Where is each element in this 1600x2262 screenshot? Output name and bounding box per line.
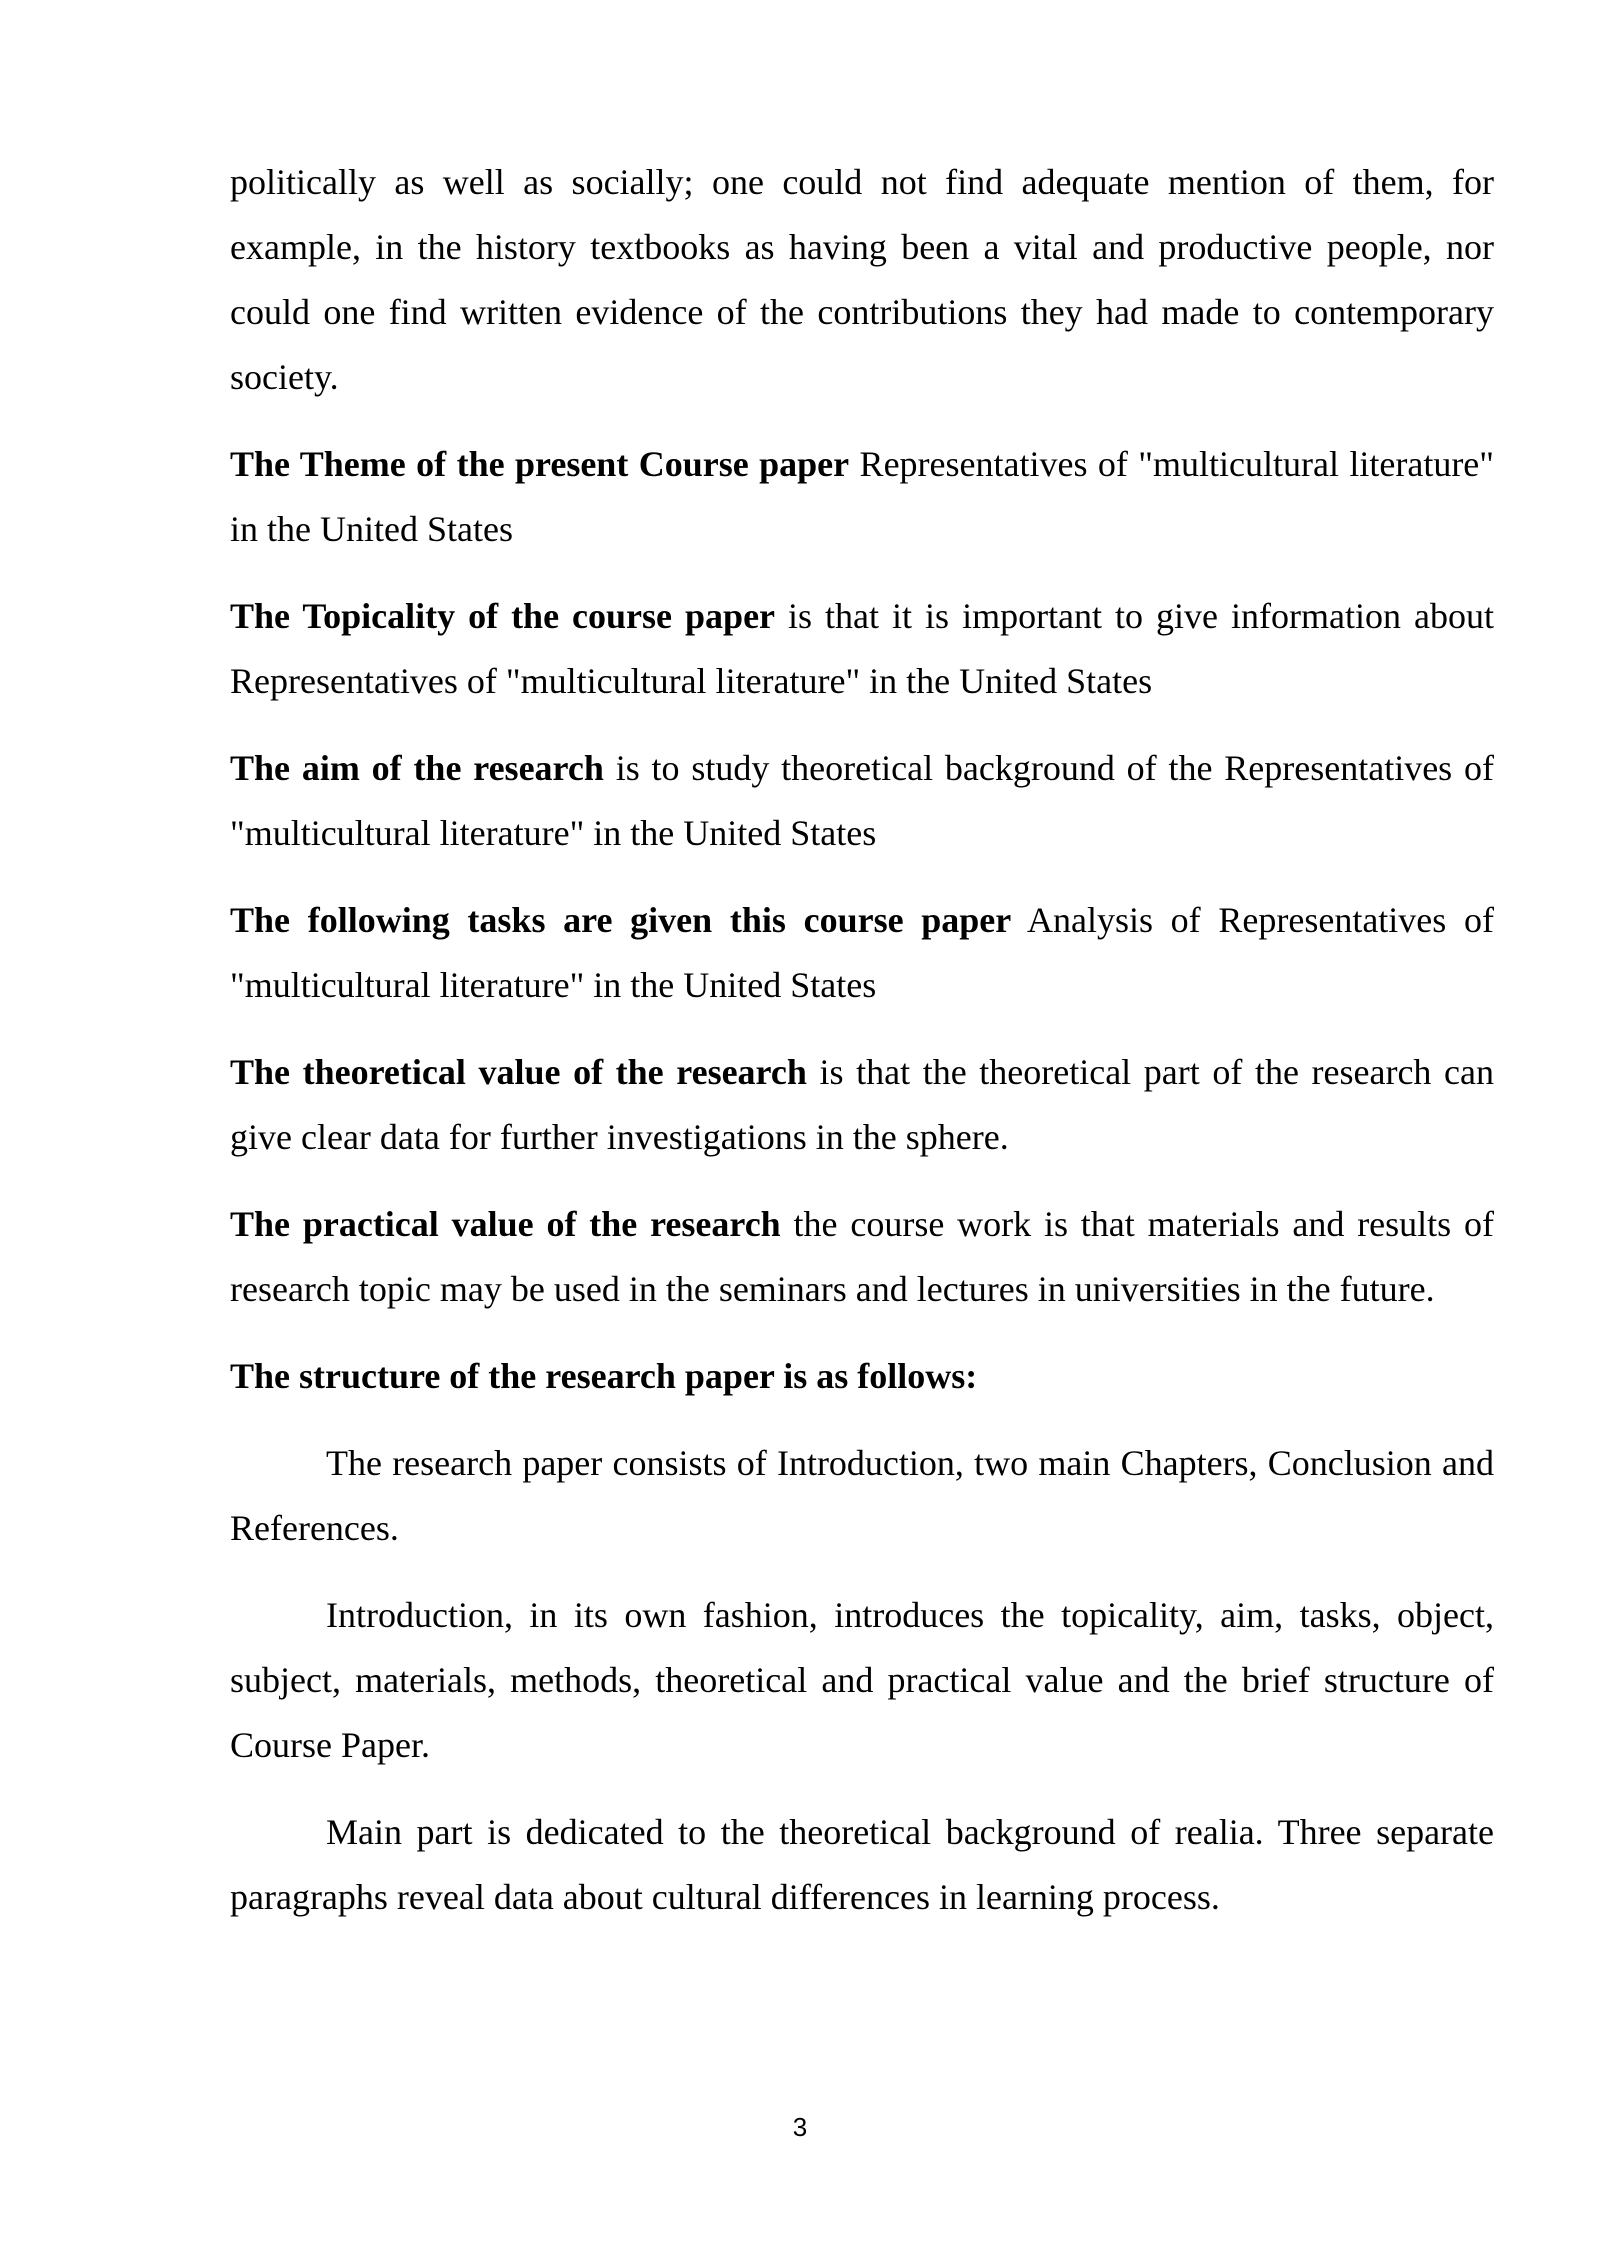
paragraph-text: The research paper consists of Introduction, two main Chapters, Conclusion and References.: [230, 1443, 1494, 1548]
paragraph-theme: [230, 432, 1494, 562]
paragraph-introduction: [230, 1583, 1494, 1778]
page-number: 3: [792, 2112, 808, 2142]
paragraph-heading: The Topicality of the course paper: [230, 596, 776, 636]
paragraph-heading: The following tasks are given this course paper: [230, 900, 1012, 940]
paragraph-heading: The aim of the research: [230, 748, 604, 788]
paragraph-text: Main part is dedicated to the theoretical background of realia. Three separate paragraphs reveal data about cultural differences in learning process.: [230, 1812, 1494, 1917]
paragraph-topicality: [230, 584, 1494, 714]
paragraph-text: is to study theoretical background of the Representatives of "multicultural literature" in the United States: [230, 748, 1494, 853]
page-body: [230, 150, 1494, 1952]
paragraph-practical-value: [230, 1192, 1494, 1322]
paragraph-heading: The Theme of the present Course paper: [230, 444, 850, 484]
paragraph-text: Introduction, in its own fashion, introduces the topicality, aim, tasks, object, subject, materials, methods, theoretical and practical value and the brief structure of Course Paper.: [230, 1595, 1494, 1765]
paragraph-heading: The theoretical value of the research: [230, 1052, 807, 1092]
paragraph-structure-overview: [230, 1431, 1494, 1561]
paragraph-text: politically as well as socially; one could not find adequate mention of them, for example, in the history textbooks as having been a vital and productive people, nor could one find written evidence of the contributions they had made to contemporary society.: [230, 162, 1494, 397]
paragraph-main-part: [230, 1800, 1494, 1930]
paragraph-tasks: [230, 888, 1494, 1018]
paragraph-text: Analysis of Representatives of "multicultural literature" in the United States: [230, 900, 1494, 1005]
paragraph-text: the course work is that materials and results of research topic may be used in the seminars and lectures in universities in the future.: [230, 1204, 1494, 1309]
paragraph-structure-heading: [230, 1344, 1494, 1409]
paragraph-text: is that the theoretical part of the research can give clear data for further investigations in the sphere.: [230, 1052, 1494, 1157]
paragraph-text: is that it is important to give information about Representatives of "multicultural literature" in the United States: [230, 596, 1494, 701]
paragraph-aim: [230, 736, 1494, 866]
paragraph-text: Representatives of "multicultural literature" in the United States: [230, 444, 1494, 549]
paragraph-continuation: [230, 150, 1494, 410]
section-heading: The structure of the research paper is as follows:: [230, 1356, 978, 1396]
paragraph-theoretical-value: [230, 1040, 1494, 1170]
paragraph-heading: The practical value of the research: [230, 1204, 781, 1244]
